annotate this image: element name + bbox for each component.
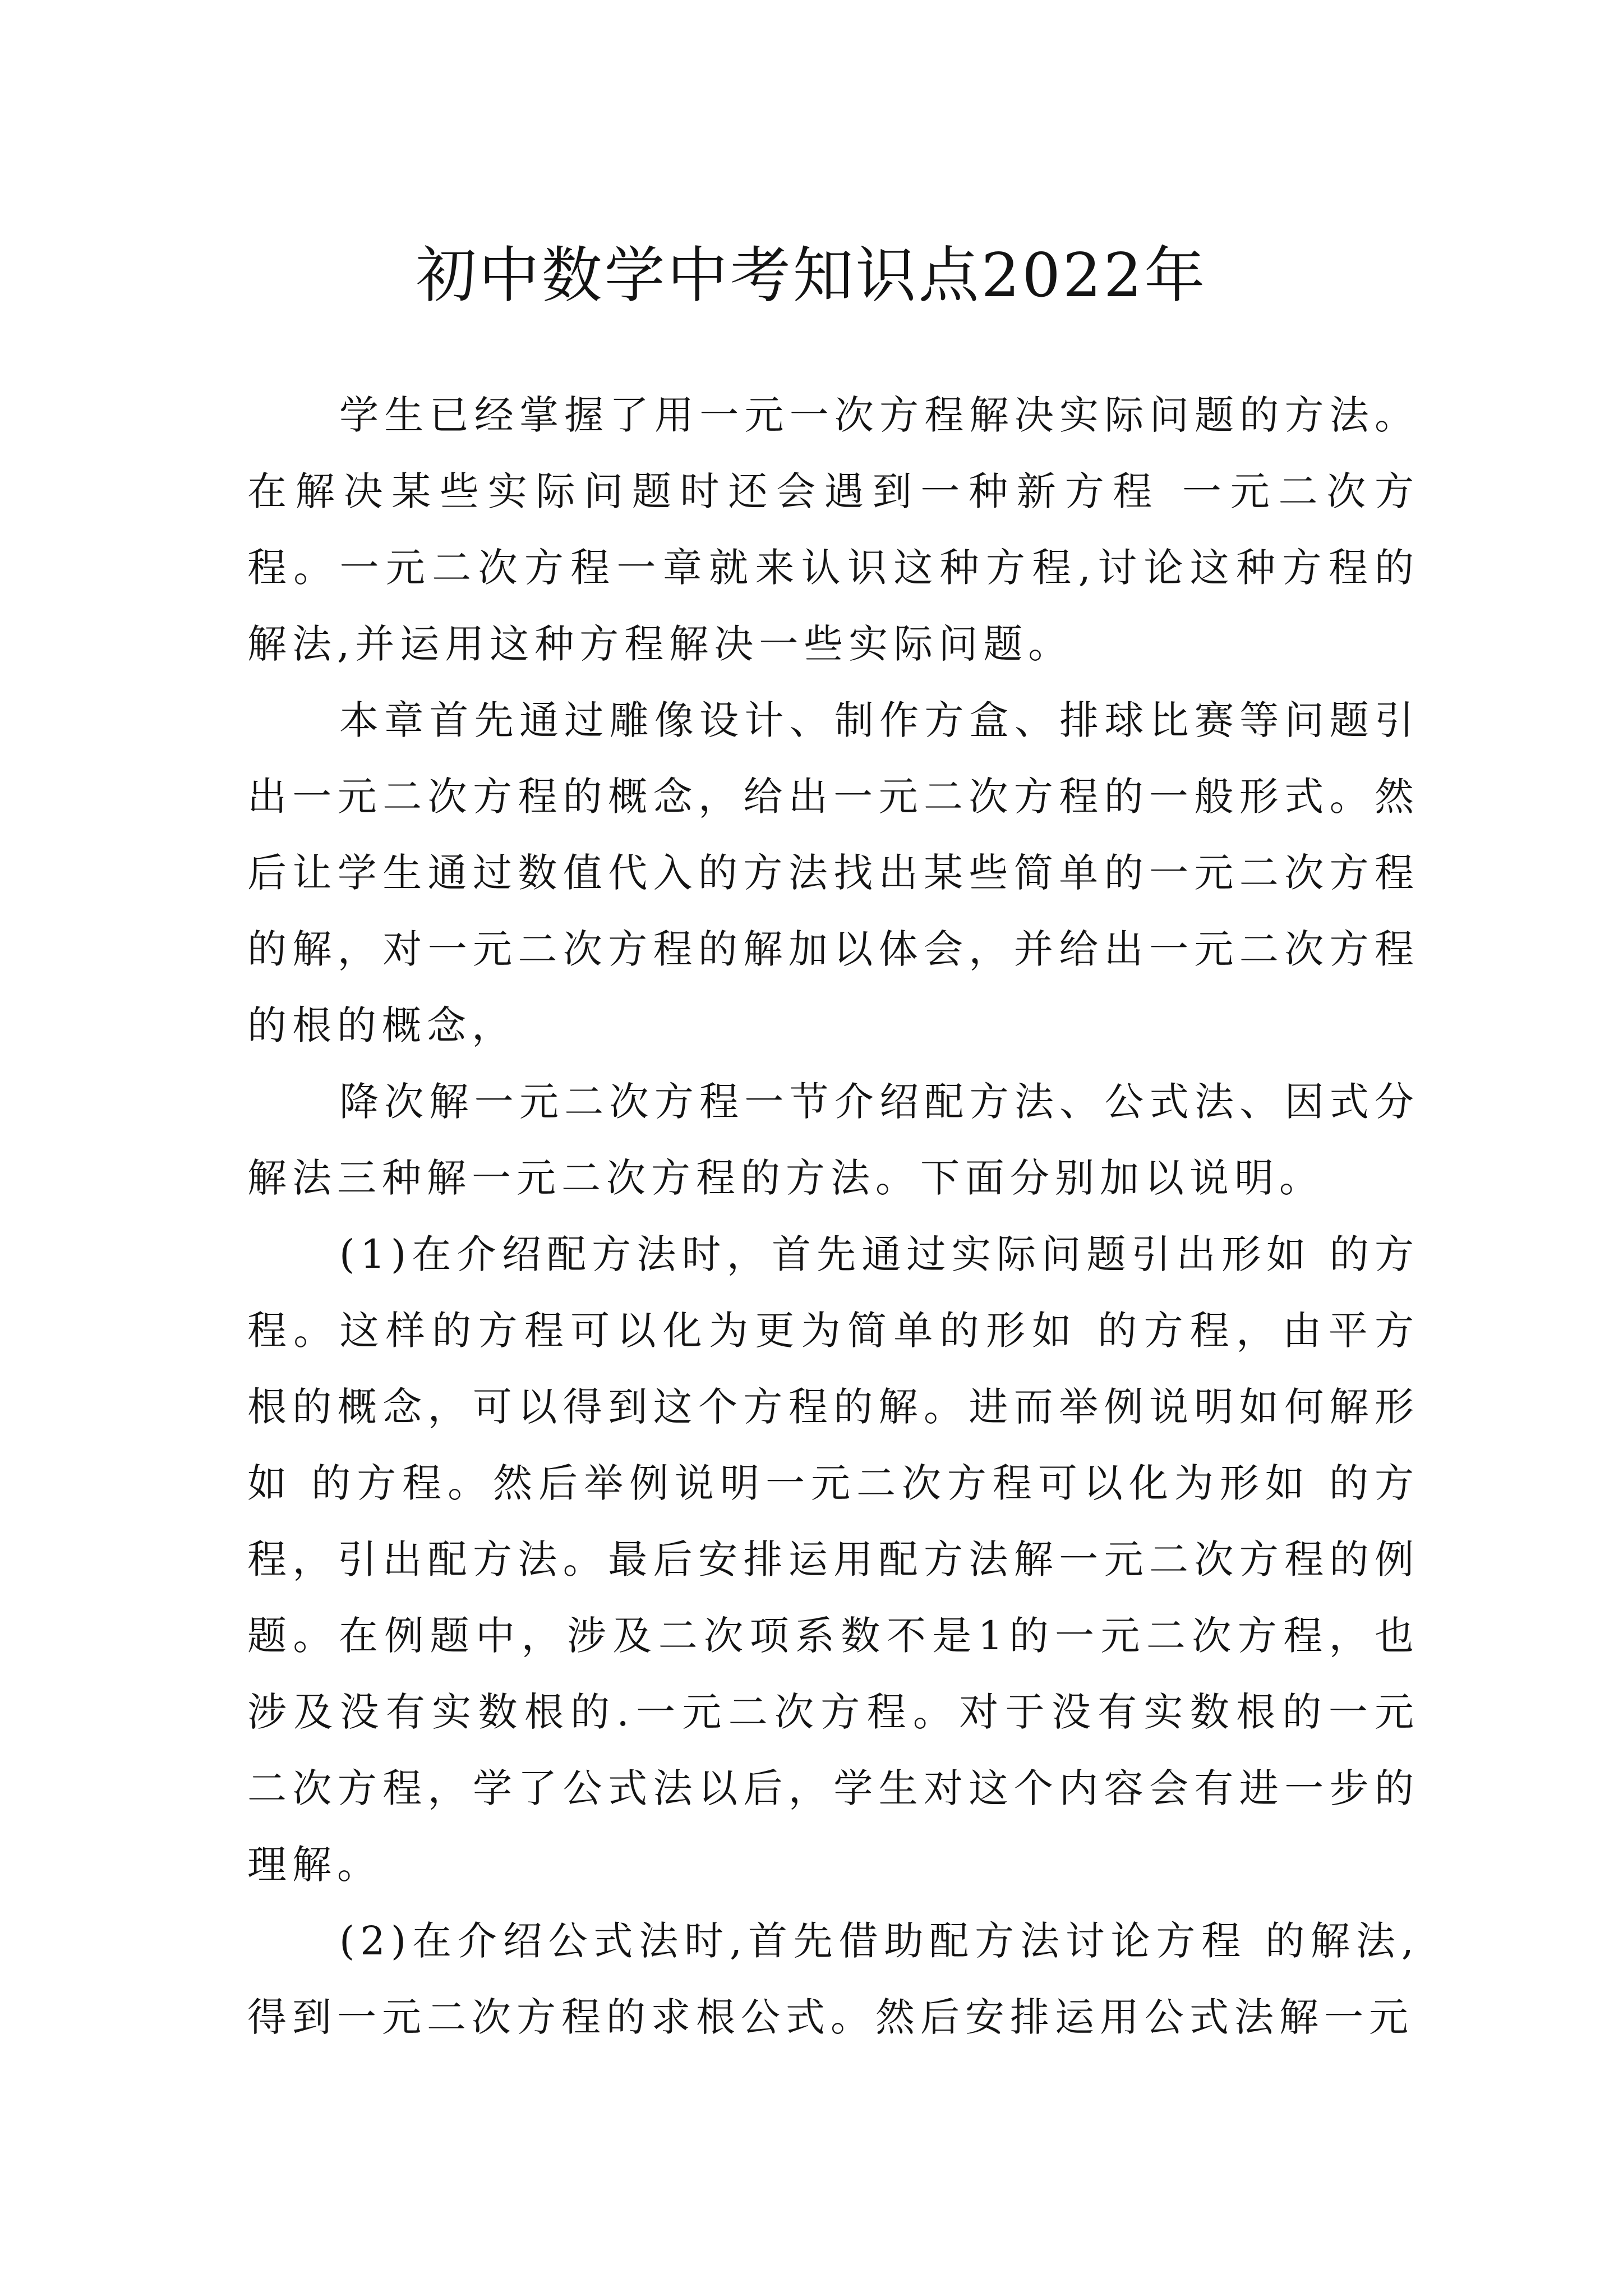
paragraph: 降次解一元二次方程一节介绍配方法、公式法、因式分解法三种解一元二次方程的方法。下面分别加以说明。 xyxy=(247,1079,1419,1201)
paragraph: (2)在介绍公式法时,首先借助配方法讨论方程 的解法,得到一元二次方程的求根公式。然后安排运用公式法解一元 xyxy=(247,1918,1419,2040)
paragraph: (1)在介绍配方法时，首先通过实际问题引出形如 的方程。这样的方程可以化为更为简单的形如 的方程，由平方根的概念，可以得到这个方程的解。进而举例说明如何解形如 的方程。然后举例说明一元二次方程可以化为形如 的方程，引出配方法。最后安排运用配方法解一元二次方程的例题。在例题中，涉及二次项系数不是1的一元二次方程，也涉及没有实数根的.一元二次方程。对于没有实数根的一元二次方程，学了公式法以后，学生对这个内容会有进一步的理解。 xyxy=(247,1231,1419,1888)
paragraph: 本章首先通过雕像设计、制作方盒、排球比赛等问题引出一元二次方程的概念，给出一元二次方程的一般形式。然后让学生通过数值代入的方法找出某些简单的一元二次方程的解，对一元二次方程的解加以体会，并给出一元二次方程的根的概念， xyxy=(247,697,1419,1048)
document-title: 初中数学中考知识点2022年 xyxy=(416,241,1207,311)
document-body xyxy=(247,377,1419,2055)
paragraph: 学生已经掌握了用一元一次方程解决实际问题的方法。在解决某些实际问题时还会遇到一种新方程 一元二次方程。一元二次方程一章就来认识这种方程,讨论这种方程的解法,并运用这种方程解决一些实际问题。 xyxy=(247,392,1419,667)
